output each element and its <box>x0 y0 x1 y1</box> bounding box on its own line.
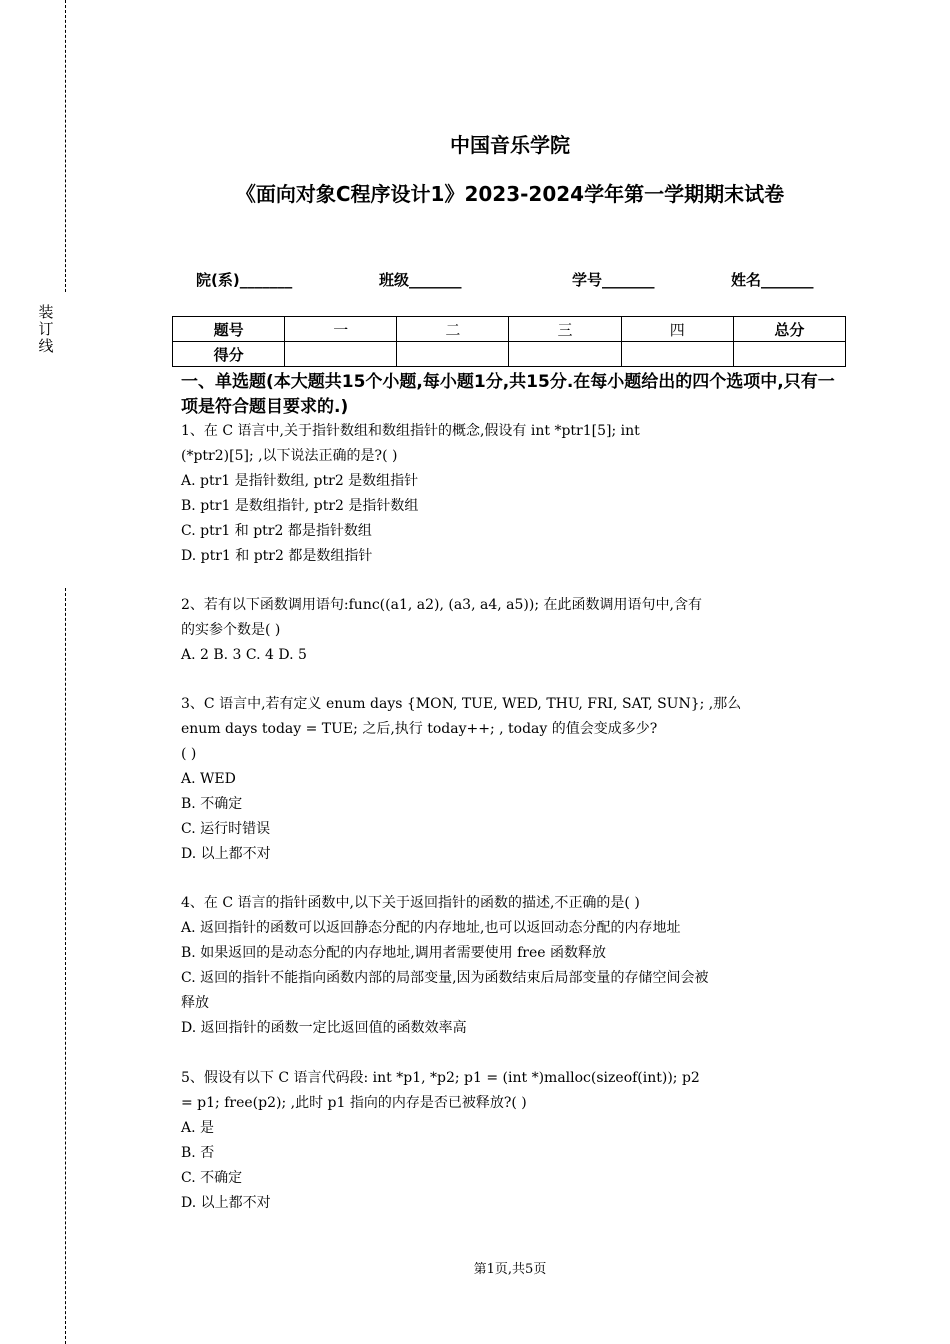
question-text: 2、若有以下函数调用语句:func((a1, a2), (a3, a4, a5)); 在此函数调用语句中,含有 <box>181 597 702 613</box>
score-table-score-row <box>173 342 846 367</box>
question-text: 4、在 C 语言的指针函数中,以下关于返回指针的函数的描述,不正确的是( ) <box>181 895 640 911</box>
score-table-header-row <box>173 317 846 342</box>
exam-title: 《面向对象C程序设计1》2023-2024学年第一学期期末试卷 <box>235 182 785 206</box>
question-5 <box>181 1066 841 1216</box>
question-1 <box>181 419 841 569</box>
question-text: 3、C 语言中,若有定义 enum days {MON, TUE, WED, THU, FRI, SAT, SUN}; ,那么 <box>181 696 742 712</box>
student-id-field: 学号_______ <box>572 271 655 289</box>
score-row-label: 得分 <box>173 342 285 367</box>
option-b: B. ptr1 是数组指针, ptr2 是指针数组 <box>181 498 419 514</box>
score-header-cell: 一 <box>285 317 397 342</box>
question-text: 1、在 C 语言中,关于指针数组和数组指针的概念,假设有 int *ptr1[5]; int <box>181 423 640 439</box>
binding-dashed-line-bottom <box>65 588 66 1344</box>
option-b: B. 否 <box>181 1145 215 1161</box>
option-d: D. 以上都不对 <box>181 846 271 862</box>
page-number: 第1页,共5页 <box>473 1262 547 1277</box>
score-header-cell: 四 <box>621 317 733 342</box>
question-text: = p1; free(p2); ,此时 p1 指向的内存是否已被释放?( ) <box>181 1095 527 1111</box>
option-c: C. ptr1 和 ptr2 都是指针数组 <box>181 523 372 539</box>
question-4 <box>181 891 841 1041</box>
question-text: 5、假设有以下 C 语言代码段: int *p1, *p2; p1 = (int *)malloc(sizeof(int)); p2 <box>181 1070 700 1086</box>
option-a: A. 返回指针的函数可以返回静态分配的内存地址,也可以返回动态分配的内存地址 <box>181 920 681 936</box>
question-text: 的实参个数是( ) <box>181 622 281 638</box>
score-cell[interactable] <box>621 342 733 367</box>
score-header-cell: 二 <box>397 317 509 342</box>
score-table <box>172 316 846 367</box>
question-2 <box>181 593 841 668</box>
question-text: enum days today = TUE; 之后,执行 today++; , today 的值会变成多少? <box>181 721 658 737</box>
score-header-cell: 总分 <box>733 317 845 342</box>
class-field: 班级_______ <box>379 271 462 289</box>
school-name: 中国音乐学院 <box>450 133 570 157</box>
score-cell[interactable] <box>733 342 845 367</box>
question-text: (*ptr2)[5]; ,以下说法正确的是?( ) <box>181 448 398 464</box>
option-a: A. WED <box>181 771 236 787</box>
option-d: D. 以上都不对 <box>181 1195 271 1211</box>
option-c: C. 返回的指针不能指向函数内部的局部变量,因为函数结束后局部变量的存储空间会被 <box>181 970 709 986</box>
option-d: D. 返回指针的函数一定比返回值的函数效率高 <box>181 1020 467 1036</box>
binding-char: 订 <box>38 320 54 338</box>
option-c-continued: 释放 <box>181 995 209 1011</box>
score-cell[interactable] <box>397 342 509 367</box>
score-header-cell: 题号 <box>173 317 285 342</box>
score-cell[interactable] <box>509 342 621 367</box>
binding-char: 装 <box>38 303 54 321</box>
score-header-cell: 三 <box>509 317 621 342</box>
option-b: B. 如果返回的是动态分配的内存地址,调用者需要使用 free 函数释放 <box>181 945 606 961</box>
binding-label <box>36 304 56 355</box>
question-text: ( ) <box>181 746 197 762</box>
option-b: B. 不确定 <box>181 796 243 812</box>
score-cell[interactable] <box>285 342 397 367</box>
option-d: D. ptr1 和 ptr2 都是数组指针 <box>181 548 373 564</box>
options-line: A. 2 B. 3 C. 4 D. 5 <box>181 647 307 663</box>
option-c: C. 不确定 <box>181 1170 243 1186</box>
option-a: A. ptr1 是指针数组, ptr2 是数组指针 <box>181 473 419 489</box>
section-heading: 一、单选题(本大题共15个小题,每小题1分,共15分.在每小题给出的四个选项中,只有一项是符合题目要求的.) <box>181 372 835 417</box>
option-a: A. 是 <box>181 1120 215 1136</box>
name-field: 姓名_______ <box>731 271 814 289</box>
question-3 <box>181 692 841 867</box>
option-c: C. 运行时错误 <box>181 821 271 837</box>
department-field: 院(系)_______ <box>196 271 293 289</box>
binding-char: 线 <box>38 337 54 355</box>
